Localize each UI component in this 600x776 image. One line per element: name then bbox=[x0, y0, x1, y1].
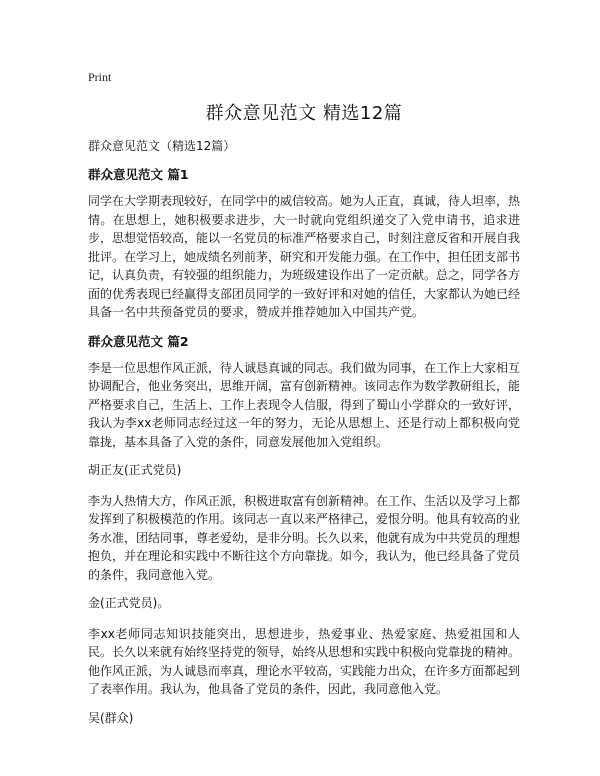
signature: 吴(群众) bbox=[88, 710, 134, 725]
section-heading: 群众意见范文 篇2 bbox=[88, 333, 189, 349]
section-heading: 群众意见范文 篇1 bbox=[88, 167, 189, 182]
paragraph: 李是一位思想作风正派，待人诚恳真诚的同志。我们做为同事，在工作上大家相互协调配合，他业务突出，思维开阔，富有创新精神。该同志作为数学教研组长，能严格要求自己，生活上、工作上表现令人信服，得到了蜀山小学群众的一致好评，我认为李xx老师同志经过这一年的努力，无论从思想上、还是行动上都积极向党靠拢，基本具备了入党的条件，同意发展他加入党组织。 bbox=[88, 360, 521, 449]
paragraph: 李为人热情大方，作风正派，积极进取富有创新精神。在工作、生活以及学习上都发挥到了积极模范的作用。该同志一直以来严格律己，爱恨分明。他具有较高的业务水准，团结同事，尊老爱幼，是非分明。长久以来，他就有成为中共党员的理想抱负，并在理论和实践中不断往这个方向靠拢。如今，我认为，他已经具备了党员的条件，我同意他入党。 bbox=[88, 493, 521, 582]
paragraph: 李xx老师同志知识技能突出，思想进步，热爱事业、热爱家庭、热爱祖国和人民。长久以来就有始终坚持党的领导，始终从思想和实践中积极向党靠拢的精神。他作风正派，为人诚恳而率真，理论水平较高，实践能力出众，在许多方面都起到了表率作用。我认为，他具备了党员的条件，因此，我同意他入党。 bbox=[88, 626, 521, 696]
signature: 金(正式党员)。 bbox=[88, 596, 170, 610]
print-label: Print bbox=[88, 70, 112, 84]
paragraph: 同学在大学期表现较好，在同学中的威信较高。她为人正直，真诚，待人坦率，热情。在思想上，她积极要求进步，大一时就向党组织递交了入党申请书，追求进步，思想觉悟较高，能以一名党员的标准严格要求自己，时刻注意反省和开展自我批评。在学习上，她成绩名列前茅，研究和开发能力强。在工作中，担任团支部书记，认真负责，有较强的组织能力，为班级建设作出了一定贡献。总之，同学各方面的优秀表现已经赢得支部团员同学的一致好评和对她的信任，大家都认为她已经具备一名中共预备党员的要求，赞成并推荐她加入中国共产党。 bbox=[88, 194, 521, 319]
document-subtitle: 群众意见范文（精选12篇） bbox=[88, 139, 236, 153]
document-title: 群众意见范文 精选12篇 bbox=[205, 103, 403, 124]
document-page bbox=[88, 70, 520, 739]
signature: 胡正友(正式党员) bbox=[88, 463, 182, 477]
